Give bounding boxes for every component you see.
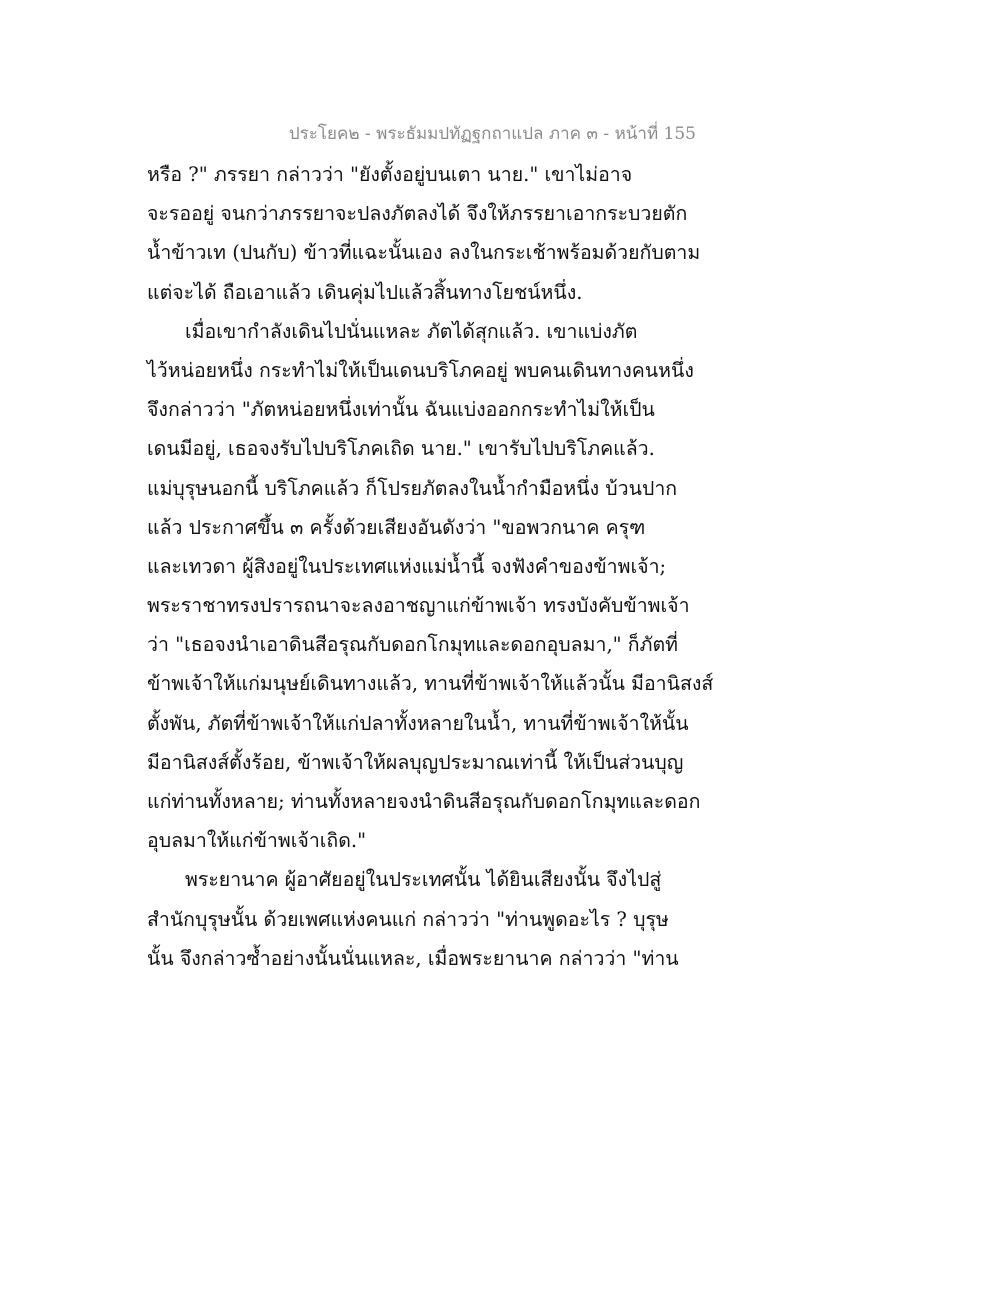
text-line: มีอานิสงส์ตั้งร้อย, ข้าพเจ้าให้ผลบุญประมาณเท่านี้ ให้เป็นส่วนบุญ bbox=[147, 750, 684, 774]
text-line: จะรออยู่ จนกว่าภรรยาจะปลงภัตลงได้ จึงให้ภรรยาเอากระบวยตัก bbox=[147, 202, 688, 226]
text-line: สำนักบุรุษนั้น ด้วยเพศแห่งคนแก่ กล่าวว่า "ท่านพูดอะไร ? บุรุษ bbox=[147, 907, 669, 931]
text-line: แก่ท่านทั้งหลาย; ท่านทั้งหลายจงนำดินสีอรุณกับดอกโกมุทและดอก bbox=[147, 790, 701, 813]
body-text bbox=[147, 155, 714, 978]
text-line: และเทวดา ผู้สิงอยู่ในประเทศแห่งแม่น้ำนี้ จงฟังคำของข้าพเจ้า; bbox=[147, 554, 667, 578]
text-line: ข้าพเจ้าให้แก่มนุษย์เดินทางแล้ว, ทานที่ข้าพเจ้าให้แล้วนั้น มีอานิสงส์ bbox=[147, 672, 714, 696]
text-line: อุบลมาให้แก่ข้าพเจ้าเถิด." bbox=[147, 829, 367, 853]
text-line: ตั้งพัน, ภัตที่ข้าพเจ้าให้แก่ปลาทั้งหลายในน้ำ, ทานที่ข้าพเจ้าให้นั้น bbox=[147, 711, 689, 735]
text-line: หรือ ?" ภรรยา กล่าวว่า "ยังตั้งอยู่บนเตา นาย." เขาไม่อาจ bbox=[147, 163, 633, 186]
text-line: พระราชาทรงปรารถนาจะลงอาชญาแก่ข้าพเจ้า ทรงบังคับข้าพเจ้า bbox=[147, 594, 690, 618]
paragraph-first-line: พระยานาค ผู้อาศัยอยู่ในประเทศนั้น ได้ยินเสียงนั้น จึงไปสู่ bbox=[185, 868, 662, 892]
text-line: แม่บุรุษนอกนี้ บริโภคแล้ว ก็โปรยภัตลงในน้ำกำมือหนึ่ง บ้วนปาก bbox=[147, 476, 678, 500]
text-line: แล้ว ประกาศขึ้น ๓ ครั้งด้วยเสียงอันดังว่า "ขอพวกนาค ครุฑ bbox=[147, 515, 646, 539]
text-line: จึงกล่าวว่า "ภัตหน่อยหนึ่งเท่านั้น ฉันแบ่งออกกระทำไม่ให้เป็น bbox=[147, 398, 655, 422]
text-line: ไว้หน่อยหนึ่ง กระทำไม่ให้เป็นเดนบริโภคอยู่ พบคนเดินทางคนหนึ่ง bbox=[147, 358, 694, 382]
text-line: นั้น จึงกล่าวซ้ำอย่างนั้นนั่นแหละ, เมื่อพระยานาค กล่าวว่า "ท่าน bbox=[147, 946, 679, 970]
text-line: น้ำข้าวเท (ปนกับ) ข้าวที่แฉะนั้นเอง ลงในกระเช้าพร้อมด้วยกับตาม bbox=[147, 241, 701, 265]
text-line: เดนมีอยู่, เธอจงรับไปบริโภคเถิด นาย." เขารับไปบริโภคแล้ว. bbox=[147, 437, 655, 461]
paragraph-first-line: เมื่อเขากำลังเดินไปนั่นแหละ ภัตได้สุกแล้ว. เขาแบ่งภัต bbox=[185, 319, 638, 343]
running-header: ประโยค๒ - พระธัมมปทัฏฐกถาแปล ภาค ๓ - หน้าที่ 155 bbox=[288, 124, 696, 144]
text-line: ว่า "เธอจงนำเอาดินสีอรุณกับดอกโกมุทและดอกอุบลมา," ก็ภัตที่ bbox=[147, 633, 678, 657]
text-line: แต่จะได้ ถือเอาแล้ว เดินคุ่มไปแล้วสิ้นทางโยชน์หนึ่ง. bbox=[147, 280, 583, 304]
